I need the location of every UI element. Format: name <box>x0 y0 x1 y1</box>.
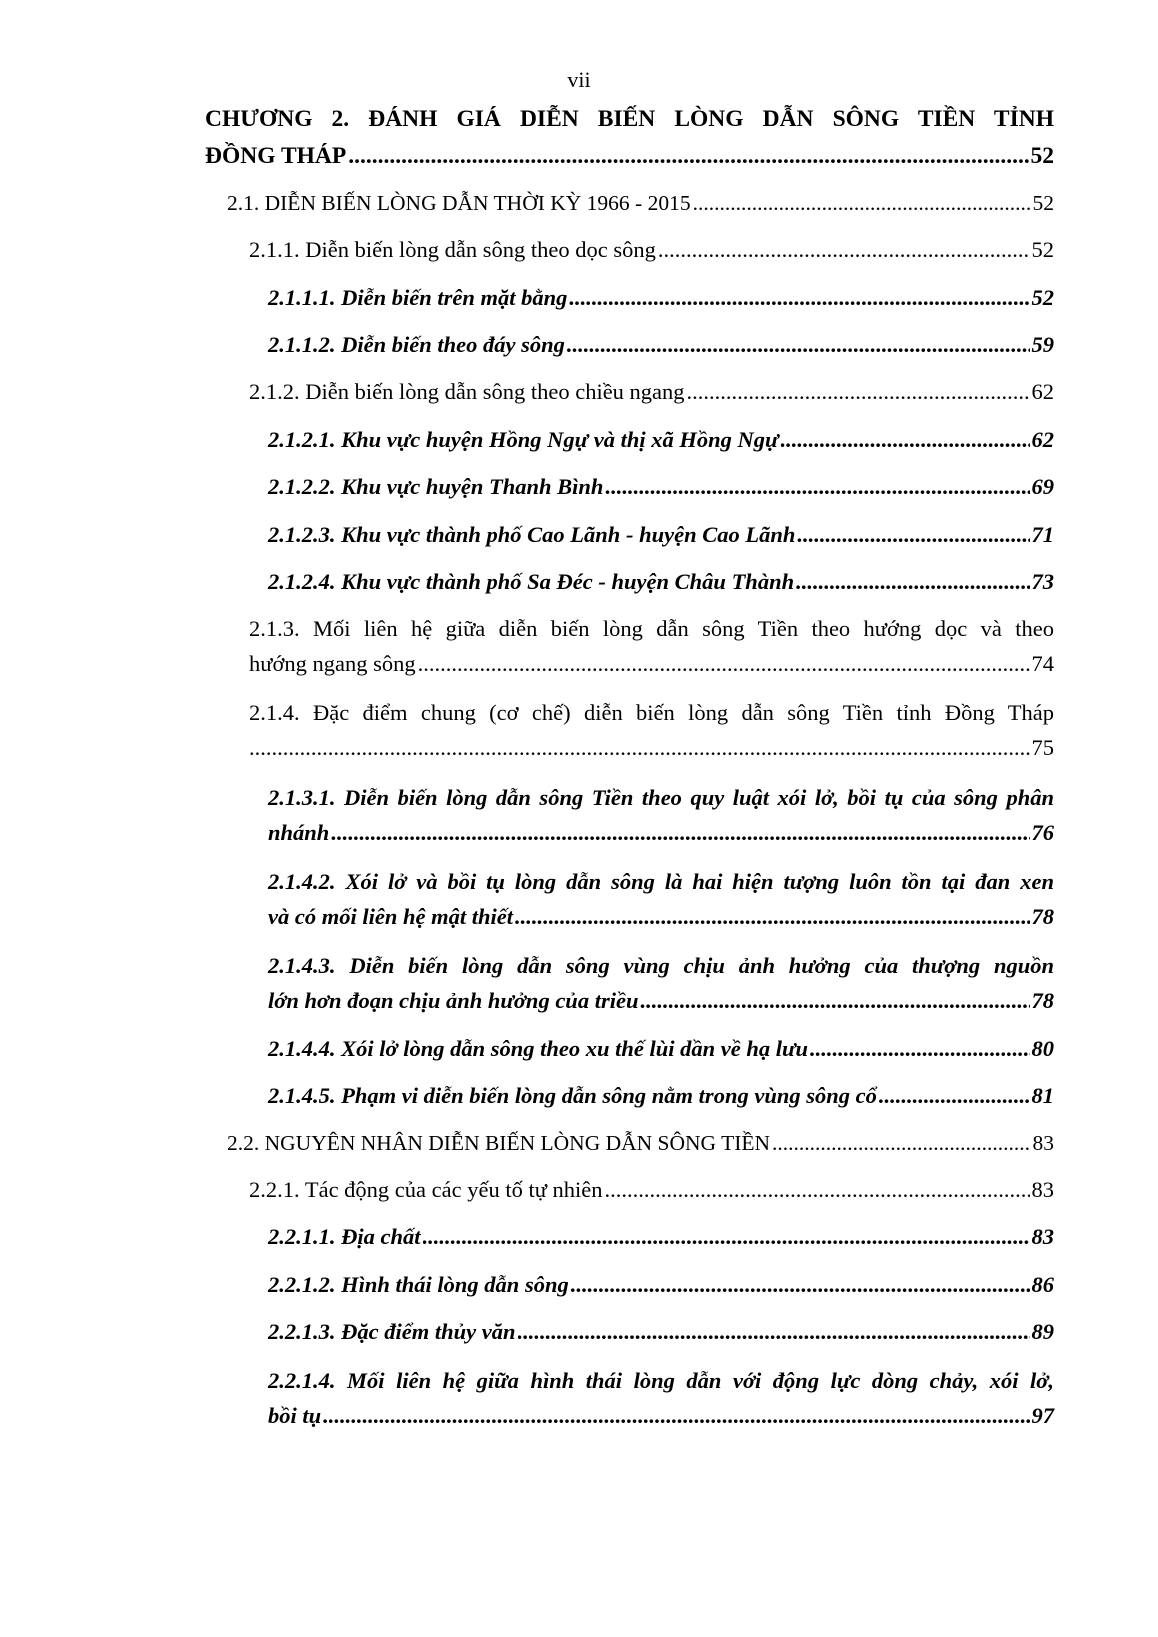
toc-entry-text: 2.1.2.3. Khu vực thành phố Cao Lãnh - huyện Cao Lãnh <box>268 522 796 547</box>
toc-entry-subsubsection[interactable] <box>268 472 1054 502</box>
toc-entry-text: 2.2.1.2. Hình thái lòng dẫn sông <box>268 1272 569 1297</box>
toc-entry-subsubsection[interactable] <box>268 1317 1054 1347</box>
toc-leader-dots <box>797 520 1029 550</box>
toc-entry-subsubsection[interactable] <box>268 902 1054 932</box>
toc-entry-subsubsection-line1[interactable]: 2.1.3.1. Diễn biến lòng dẫn sông Tiền theo quy luật xói lở, bồi tụ của sông phân <box>268 785 1054 810</box>
toc-leader-dots <box>640 986 1029 1016</box>
toc-entry-subsubsection[interactable] <box>268 1270 1054 1300</box>
toc-entry-text: 2.1.4.4. Xói lở lòng dẫn sông theo xu thế lùi dần về hạ lưu <box>268 1036 809 1061</box>
page-number: vii <box>567 67 591 92</box>
toc-entry-page: 62 <box>1031 379 1054 404</box>
toc-entry-subsection-line1[interactable]: 2.1.4. Đặc điểm chung (cơ chế) diễn biến lòng dẫn sông Tiền tỉnh Đồng Tháp <box>249 700 1054 725</box>
toc-entry-text: nhánh <box>268 820 330 845</box>
toc-entry-text: hướng ngang sông <box>249 651 416 676</box>
chapter-heading-line1[interactable]: CHƯƠNG 2. ĐÁNH GIÁ DIỄN BIẾN LÒNG DẪN SÔNG TIỀN TỈNH <box>205 106 1054 132</box>
toc-entry-subsubsection[interactable] <box>268 1034 1054 1064</box>
toc-entry-subsection[interactable] <box>249 235 1054 265</box>
toc-entry-subsection-line1[interactable]: 2.1.3. Mối liên hệ giữa diễn biến lòng dẫn sông Tiền theo hướng dọc và theo <box>249 616 1054 641</box>
toc-entry-text: 2.1.4.5. Phạm vi diễn biến lòng dẫn sông nằm trong vùng sông cổ <box>268 1083 877 1108</box>
toc-entry-page: 78 <box>1031 904 1054 929</box>
toc-entry-text: lớn hơn đoạn chịu ảnh hưởng của triều <box>268 988 639 1013</box>
toc-entry-subsubsection[interactable] <box>268 1081 1054 1111</box>
toc-entry-page: 89 <box>1031 1319 1054 1344</box>
toc-entry-text: 2.1.2. Diễn biến lòng dẫn sông theo chiều ngang <box>249 379 685 404</box>
toc-leader-dots <box>249 733 1030 763</box>
toc-entry-subsubsection-line1[interactable]: 2.2.1.4. Mối liên hệ giữa hình thái lòng dẫn với động lực dòng chảy, xói lở, <box>268 1368 1054 1393</box>
toc-leader-dots <box>605 1175 1030 1205</box>
toc-entry-page: 76 <box>1031 820 1054 845</box>
toc-leader-dots <box>348 141 1028 171</box>
toc-entry-subsection[interactable] <box>249 1175 1054 1205</box>
toc-leader-dots <box>605 472 1029 502</box>
toc-entry-subsubsection[interactable] <box>268 425 1054 455</box>
toc-leader-dots <box>693 188 1031 218</box>
toc-entry-subsubsection-line1[interactable]: 2.1.4.2. Xói lở và bồi tụ lòng dẫn sông là hai hiện tượng luôn tồn tại đan xen <box>268 869 1054 894</box>
toc-leader-dots <box>796 567 1029 597</box>
toc-entry-page: 75 <box>1031 735 1054 760</box>
toc-entry-text: 2.1.1.2. Diễn biến theo đáy sông <box>268 332 565 357</box>
toc-entry-subsubsection[interactable] <box>268 520 1054 550</box>
toc-entry-page: 78 <box>1031 988 1054 1013</box>
toc-entry-subsubsection[interactable] <box>268 1222 1054 1252</box>
toc-entry-subsubsection[interactable] <box>268 1401 1054 1431</box>
toc-leader-dots <box>781 425 1030 455</box>
toc-leader-dots <box>515 902 1030 932</box>
toc-entry-page: 52 <box>1030 143 1054 169</box>
toc-entry-page: 52 <box>1031 237 1054 262</box>
toc-entry-text: 2.2.1.3. Đặc điểm thủy văn <box>268 1319 516 1344</box>
toc-entry-text: 2.1.1. Diễn biến lòng dẫn sông theo dọc sông <box>249 237 656 262</box>
toc-entry-page: 86 <box>1031 1272 1054 1297</box>
toc-entry-text: 2.1.1.1. Diễn biến trên mặt bằng <box>268 285 568 310</box>
toc-entry-text: 2.2.1. Tác động của các yếu tố tự nhiên <box>249 1177 603 1202</box>
toc-leader-dots <box>567 330 1030 360</box>
toc-entry-text: 2.1.2.4. Khu vực thành phố Sa Đéc - huyện Châu Thành <box>268 569 795 594</box>
toc-entry-page: 71 <box>1031 522 1054 547</box>
toc-leader-dots <box>423 1222 1030 1252</box>
toc-entry-text: 2.1. DIỄN BIẾN LÒNG DẪN THỜI KỲ 1966 - 2015 <box>227 191 691 215</box>
toc-entry-page: 97 <box>1031 1403 1054 1428</box>
toc-entry-subsubsection-line1[interactable]: 2.1.4.3. Diễn biến lòng dẫn sông vùng chịu ảnh hưởng của thượng nguồn <box>268 953 1054 978</box>
toc-entry-text: bồi tụ <box>268 1403 322 1428</box>
toc-entry-section[interactable] <box>227 188 1054 218</box>
toc-entry-subsection[interactable] <box>249 649 1054 679</box>
toc-entry-page: 52 <box>1031 285 1054 310</box>
toc-entry-page: 69 <box>1031 474 1054 499</box>
toc-entry-subsubsection[interactable] <box>268 567 1054 597</box>
toc-entry-subsection[interactable] <box>249 377 1054 407</box>
toc-entry-text: và có mối liên hệ mật thiết <box>268 904 513 929</box>
toc-entry-subsubsection[interactable] <box>268 986 1054 1016</box>
toc-entry-text: 2.1.2.1. Khu vực huyện Hồng Ngự và thị xã Hồng Ngự <box>268 427 779 452</box>
toc-entry-subsubsection[interactable] <box>268 818 1054 848</box>
toc-entry-page: 59 <box>1031 332 1054 357</box>
toc-entry-page: 83 <box>1031 1224 1054 1249</box>
toc-entry-text: ĐỒNG THÁP <box>205 143 347 169</box>
toc-entry-page: 83 <box>1032 1131 1054 1155</box>
toc-leader-dots <box>418 649 1030 679</box>
toc-entry-subsubsection[interactable] <box>268 330 1054 360</box>
toc-entry-page: 81 <box>1031 1083 1054 1108</box>
toc-entry-subsection[interactable] <box>249 733 1054 763</box>
toc-leader-dots <box>810 1034 1029 1064</box>
toc-leader-dots <box>323 1401 1029 1431</box>
toc-entry-text: 2.2. NGUYÊN NHÂN DIỄN BIẾN LÒNG DẪN SÔNG TIỀN <box>227 1131 771 1155</box>
toc-entry-text: 2.2.1.1. Địa chất <box>268 1224 421 1249</box>
toc-leader-dots <box>571 1270 1030 1300</box>
toc-leader-dots <box>331 818 1029 848</box>
toc-entry-page: 73 <box>1031 569 1054 594</box>
toc-entry-chapter[interactable] <box>205 141 1054 171</box>
toc-leader-dots <box>569 283 1029 313</box>
toc-leader-dots <box>518 1317 1030 1347</box>
toc-entry-page: 74 <box>1031 651 1054 676</box>
toc-entry-page: 80 <box>1031 1036 1054 1061</box>
toc-entry-section[interactable] <box>227 1128 1054 1158</box>
toc-entry-subsubsection[interactable] <box>268 283 1054 313</box>
toc-leader-dots <box>687 377 1030 407</box>
toc-leader-dots <box>772 1128 1030 1158</box>
toc-entry-page: 52 <box>1032 191 1054 215</box>
toc-leader-dots <box>879 1081 1030 1111</box>
toc-entry-page: 83 <box>1031 1177 1054 1202</box>
toc-entry-text: 2.1.2.2. Khu vực huyện Thanh Bình <box>268 474 604 499</box>
toc-leader-dots <box>658 235 1030 265</box>
toc-entry-page: 62 <box>1031 427 1054 452</box>
